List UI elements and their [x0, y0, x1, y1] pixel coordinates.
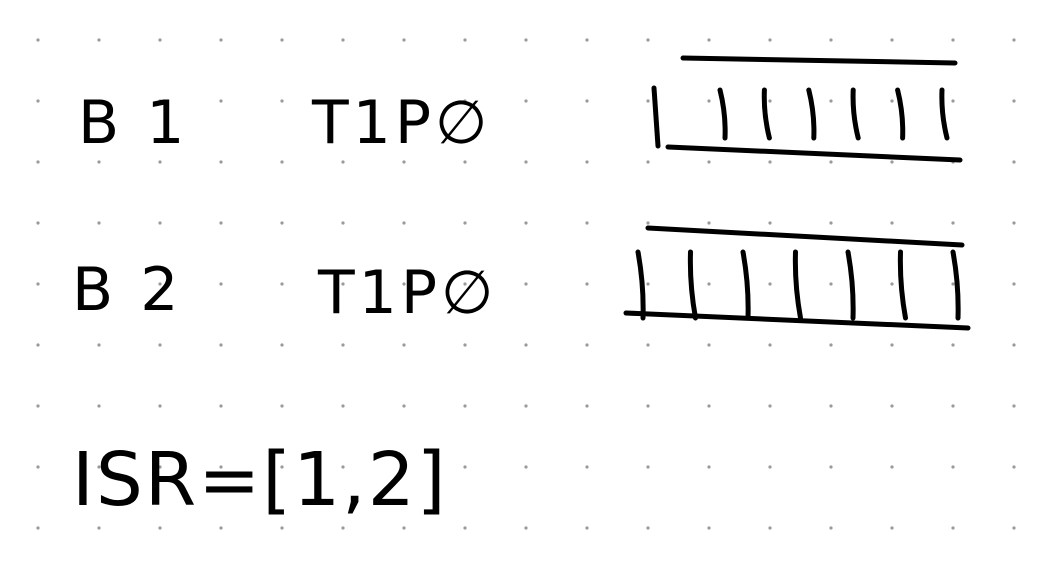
grid-dot [341, 38, 344, 41]
log-segments-1 [720, 90, 947, 138]
grid-dot [36, 526, 39, 529]
grid-dot [1012, 221, 1015, 224]
log-segment-mark [690, 252, 695, 318]
grid-dot [97, 343, 100, 346]
grid-dot [219, 282, 222, 285]
grid-dot [585, 99, 588, 102]
grid-dot [219, 38, 222, 41]
grid-dot [463, 526, 466, 529]
log-segment-mark [942, 90, 947, 138]
grid-dot [768, 221, 771, 224]
grid-dot [585, 343, 588, 346]
grid-dot [646, 526, 649, 529]
grid-dot [463, 221, 466, 224]
row-broker-1 [78, 58, 960, 160]
grid-dot [280, 38, 283, 41]
grid-dot [768, 343, 771, 346]
grid-dot [402, 343, 405, 346]
partition-label-2: T1P∅ [318, 258, 498, 328]
grid-dot [524, 221, 527, 224]
grid-dot [1012, 526, 1015, 529]
log-segment-mark [898, 90, 903, 138]
grid-dot [585, 38, 588, 41]
grid-dot [829, 282, 832, 285]
grid-dot [280, 282, 283, 285]
isr-label: ISR=[1,2] [72, 437, 448, 523]
log-bottom-line-2 [626, 313, 968, 328]
log-segment-mark [795, 252, 800, 318]
grid-dot [280, 99, 283, 102]
grid-dot [1012, 343, 1015, 346]
grid-dot [463, 343, 466, 346]
grid-dot [341, 526, 344, 529]
grid-dot [158, 404, 161, 407]
grid-dot [524, 465, 527, 468]
grid-dot [280, 404, 283, 407]
grid-dot [402, 38, 405, 41]
grid-dot [97, 38, 100, 41]
grid-dot [951, 38, 954, 41]
log-segment-mark [900, 252, 905, 318]
log-segments-2 [638, 252, 958, 318]
broker-label-2: B 2 [72, 255, 183, 325]
grid-dot [829, 343, 832, 346]
grid-dot [890, 38, 893, 41]
grid-dot [36, 160, 39, 163]
grid-dot [1012, 160, 1015, 163]
grid-dot [280, 343, 283, 346]
grid-dot [524, 160, 527, 163]
log-segment-mark [764, 90, 769, 138]
grid-dot [341, 343, 344, 346]
grid-dot [646, 160, 649, 163]
grid-dot [463, 465, 466, 468]
grid-dot [341, 160, 344, 163]
grid-dot [463, 38, 466, 41]
grid-dot [97, 404, 100, 407]
grid-dot [219, 221, 222, 224]
grid-dot [646, 343, 649, 346]
grid-dot [890, 404, 893, 407]
log-segment-mark [809, 90, 814, 138]
grid-dot [341, 404, 344, 407]
grid-dot [646, 99, 649, 102]
grid-dot [36, 221, 39, 224]
grid-dot [585, 465, 588, 468]
grid-dot [768, 526, 771, 529]
grid-dot [463, 160, 466, 163]
grid-dot [219, 160, 222, 163]
grid-dot [158, 343, 161, 346]
grid-dot [707, 404, 710, 407]
grid-dot [646, 465, 649, 468]
grid-dot [36, 343, 39, 346]
grid-dot [951, 526, 954, 529]
grid-dot [402, 160, 405, 163]
grid-dot [585, 282, 588, 285]
grid-dot [951, 343, 954, 346]
grid-dot [36, 404, 39, 407]
grid-dot [402, 404, 405, 407]
grid-dot [585, 404, 588, 407]
grid-dot [768, 465, 771, 468]
log-segment-mark [848, 252, 853, 318]
grid-dot [280, 526, 283, 529]
grid-dot [402, 526, 405, 529]
grid-dot [341, 221, 344, 224]
grid-dot [524, 99, 527, 102]
grid-dot [829, 38, 832, 41]
grid-dot [463, 404, 466, 407]
grid-dot [219, 404, 222, 407]
log-segment-mark [638, 252, 643, 318]
grid-dot [951, 282, 954, 285]
log-segment-mark [853, 90, 858, 138]
log-bottom-line-1 [668, 147, 960, 160]
grid-dot [890, 160, 893, 163]
grid-dot [646, 221, 649, 224]
grid-dot [97, 526, 100, 529]
grid-dot [36, 465, 39, 468]
log-diagram-2 [626, 228, 968, 328]
grid-dot [951, 465, 954, 468]
grid-dot [1012, 38, 1015, 41]
grid-dot [890, 282, 893, 285]
grid-dot [829, 99, 832, 102]
grid-dot [524, 526, 527, 529]
grid-dot [585, 160, 588, 163]
grid-dot [1012, 404, 1015, 407]
grid-dot [768, 404, 771, 407]
grid-dot [768, 160, 771, 163]
grid-dot [219, 99, 222, 102]
log-segment-mark [720, 90, 725, 138]
grid-dot [768, 99, 771, 102]
grid-dot [524, 343, 527, 346]
grid-dot [890, 99, 893, 102]
partition-label-1: T1P∅ [312, 88, 492, 158]
grid-dot [158, 38, 161, 41]
grid-dot [219, 343, 222, 346]
grid-dot [707, 465, 710, 468]
grid-dot [951, 404, 954, 407]
log-diagram-1 [654, 58, 960, 160]
grid-dot [890, 465, 893, 468]
log-left-edge-1 [654, 88, 658, 146]
grid-dot [768, 38, 771, 41]
grid-dot [97, 160, 100, 163]
grid-dot [890, 221, 893, 224]
log-top-line-1 [683, 58, 955, 63]
grid-dot [524, 404, 527, 407]
grid-dot [585, 221, 588, 224]
grid-dot [951, 221, 954, 224]
log-segment-mark [743, 252, 748, 318]
grid-dot [97, 221, 100, 224]
grid-dot [707, 160, 710, 163]
grid-dot [646, 282, 649, 285]
grid-dot [707, 38, 710, 41]
grid-dot [646, 404, 649, 407]
grid-dot [829, 404, 832, 407]
grid-dot [524, 38, 527, 41]
grid-dot [890, 343, 893, 346]
broker-label-1: B 1 [78, 88, 189, 158]
grid-dot [890, 526, 893, 529]
grid-dot [280, 160, 283, 163]
grid-dot [707, 282, 710, 285]
grid-dot [707, 343, 710, 346]
grid-dot [36, 99, 39, 102]
grid-dot [585, 526, 588, 529]
grid-dot [1012, 99, 1015, 102]
grid-dot [524, 282, 527, 285]
grid-dot [829, 526, 832, 529]
grid-dot [768, 282, 771, 285]
grid-dot [707, 99, 710, 102]
grid-dot [829, 160, 832, 163]
grid-dot [280, 221, 283, 224]
grid-dot [707, 221, 710, 224]
row-broker-2 [72, 228, 968, 328]
grid-dot [158, 221, 161, 224]
grid-dot [829, 465, 832, 468]
grid-dot [36, 282, 39, 285]
grid-dot [951, 99, 954, 102]
grid-dot [402, 221, 405, 224]
grid-dot [829, 221, 832, 224]
log-top-line-2 [648, 228, 962, 245]
grid-dot [707, 526, 710, 529]
grid-dot [646, 38, 649, 41]
grid-dot [158, 526, 161, 529]
grid-dot [158, 160, 161, 163]
grid-dot [1012, 282, 1015, 285]
grid-dot [36, 38, 39, 41]
grid-dot [1012, 465, 1015, 468]
grid-dot [219, 526, 222, 529]
